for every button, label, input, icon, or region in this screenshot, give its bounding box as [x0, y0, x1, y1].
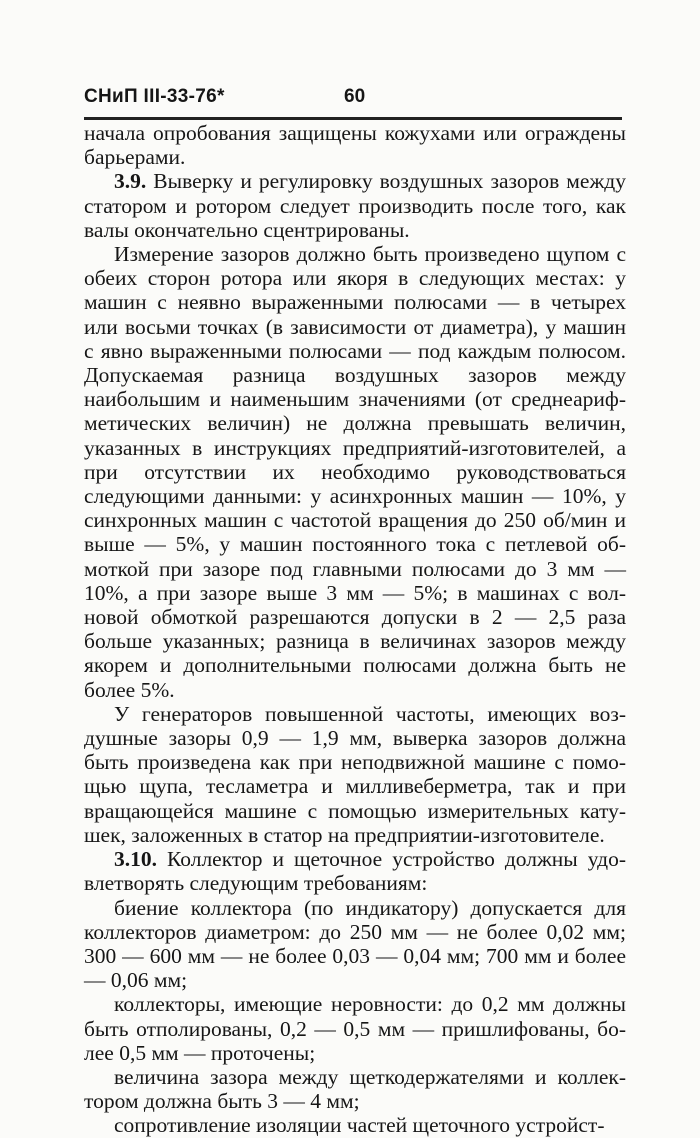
- clause-text: Коллектор и щеточное устройство должны удовлетворять следующим требованиям:: [84, 847, 626, 896]
- paragraph-gap-measurement: Измерение зазоров должно быть произведено щупом с обеих сторон ротора или якоря в следующих местах: у машин с неявно выраженными полюсами — в четырех или восьми точках (в зависимости от диаметра), у машин с явно выраженными полюсами — под каждым полюсом. Допускаемая разница воздушных зазоров между наибольшим и наименьшим значениями (от среднеарифметических величин) не должна превышать величин, указанных в инструкциях предприятий-изготовителей, а при отсутствии их необходимо руководствоваться следующими данными: у асинхронных машин — 10%, у синхронных машин с частотой вращения до 250 об/мин и выше — 5%, у машин постоянного тока с петлевой обмоткой при зазоре под главными полюсами до 3 мм — 10%, а при зазоре выше 3 мм — 5%; в машинах с волновой обмоткой разрешаются допуски в 2 — 2,5 раза больше указанных; разница в величинах зазоров между якорем и дополнительными полюсами должна быть не более 5%.: [84, 242, 626, 702]
- page-header: [84, 86, 622, 116]
- list-item-insulation: сопротивление изоляции частей щеточного устройст-: [114, 1113, 605, 1138]
- list-item-roughness: коллекторы, имеющие неровности: до 0,2 мм должны быть отполированы, 0,2 — 0,5 мм — пришлифованы, более 0,5 мм — проточены;: [84, 992, 626, 1065]
- clause-3-9: [84, 169, 626, 242]
- page-number: 60: [344, 86, 366, 107]
- clause-3-10: [84, 847, 626, 895]
- clause-text: Выверку и регулировку воздушных зазоров между статором и ротором следует производить после того, как валы окончательно сцентрированы.: [84, 169, 626, 242]
- header-rule: [84, 117, 622, 120]
- paragraph-hf-generators: У генераторов повышенной частоты, имеющих воздушные зазоры 0,9 — 1,9 мм, выверка зазоров должна быть произведена как при неподвижной машине с помощью щупа, тесламетра и милливеберметра, так и при вращающейся машине с помощью измерительных катушек, заложенных в статор на предприятии-изготовителе.: [84, 701, 626, 847]
- list-item-brush-gap: величина зазора между щеткодержателями и коллектором должна быть 3 — 4 мм;: [84, 1064, 626, 1114]
- clause-number: 3.10.: [114, 847, 157, 872]
- paragraph-continuation: начала опробования защищены кожухами или ограждены барьерами.: [84, 121, 626, 170]
- list-item-runout: биение коллектора (по индикатору) допускается для коллекторов диаметром: до 250 мм — не более 0,02 мм; 300 — 600 мм — не более 0,03 — 0,04 мм; 700 мм и более — 0,06 мм;: [84, 895, 626, 993]
- clause-number: 3.9.: [114, 169, 147, 194]
- body-text: [84, 121, 626, 1138]
- document-code: СНиП III-33-76*: [84, 86, 225, 107]
